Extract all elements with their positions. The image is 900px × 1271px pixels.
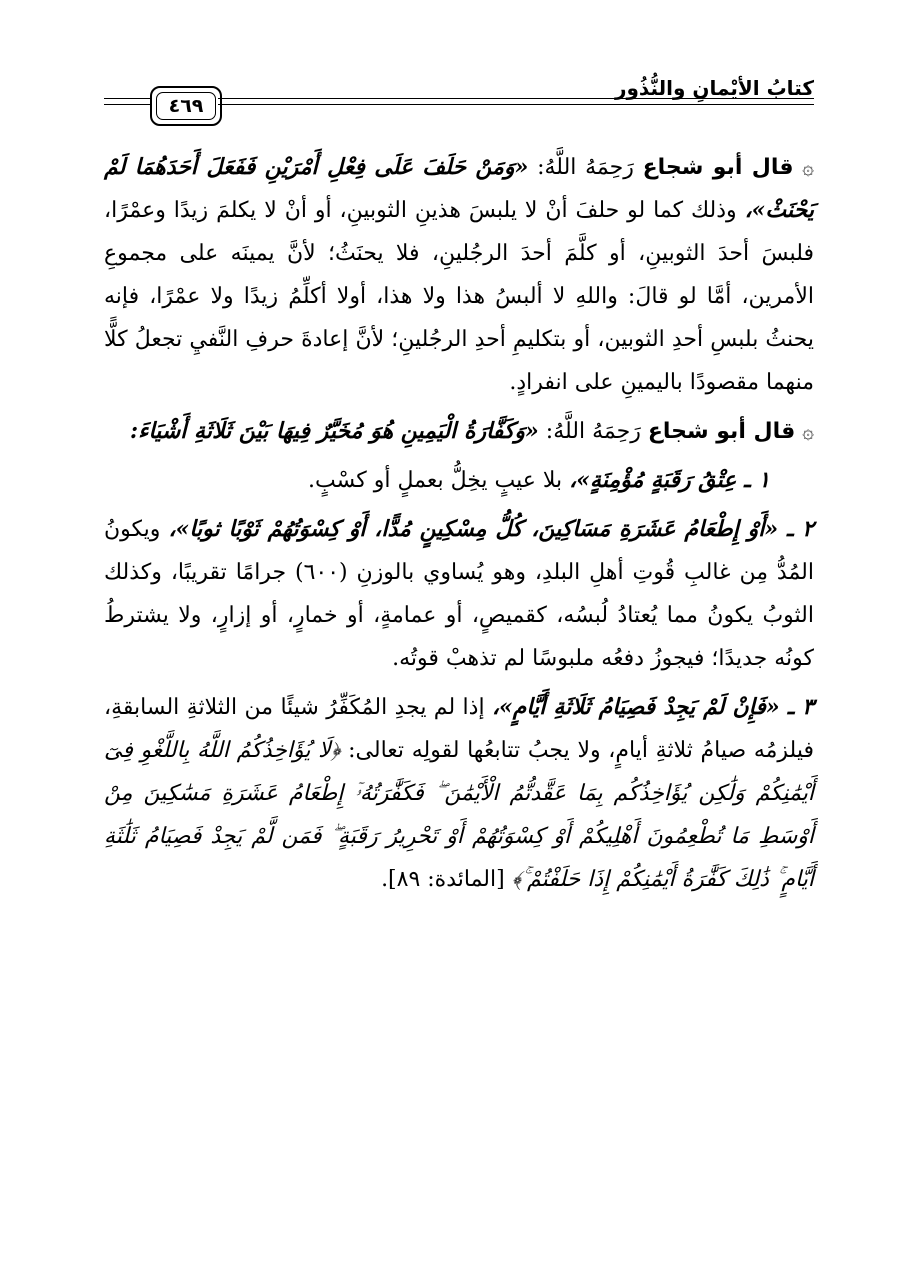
verse-citation: [المائدة: ٨٩]. bbox=[381, 867, 505, 892]
quran-verse: ﴿لَا يُؤَاخِذُكُمُ اللَّهُ بِاللَّغْوِ فِىٓ أَيْمَٰنِكُمْ وَلَٰكِن يُؤَاخِذُكُم بِمَا عَقَّدتُّمُ الْأَيْمَٰنَ ۖ فَكَفَّٰرَتُهُۥٓ إِطْعَامُ عَشَرَةِ مَسَٰكِينَ مِنْ أَوْسَطِ مَا تُطْعِمُونَ أَهْلِيكُمْ أَوْ كِسْوَتُهُمْ أَوْ تَحْرِيرُ رَقَبَةٍ ۖ فَمَن لَّمْ يَجِدْ فَصِيَامُ ثَلَٰثَةِ أَيَّامٍ ۚ ذَٰلِكَ كَفَّٰرَةُ أَيْمَٰنِكُمْ إِذَا حَلَفْتُمْ ۚ﴾ bbox=[104, 738, 814, 892]
speaker: قال أبو شجاع bbox=[647, 419, 796, 444]
header-rule-left bbox=[104, 98, 150, 99]
matn-quote: «وَمَنْ حَلَفَ عَلَى فِعْلِ أَمْرَيْنِ فَفَعَلَ أَحَدَهُمَا لَمْ يَحْنَثْ»، bbox=[104, 154, 814, 223]
commentary: إذا لم يجدِ المُكَفِّرُ شيئًا من الثلاثةِ السابقةِ، فيلزمُه صيامُ ثلاثةِ أيامٍ، ولا يجبُ تتابعُها لقولِه تعالى: bbox=[104, 695, 814, 763]
matn-quote: ٢ ـ «أَوْ إِطْعَامُ عَشَرَةِ مَسَاكِينَ، كُلُّ مِسْكِينٍ مُدًّا، أَوْ كِسْوَتُهُمْ ثَوْبًا ثوبًا»، bbox=[168, 516, 814, 542]
matn-quote: ١ ـ عِتْقُ رَقَبَةٍ مُؤْمِنَةٍ»، bbox=[569, 467, 770, 493]
paragraph-3 bbox=[104, 459, 814, 502]
speaker: قال أبو شجاع bbox=[642, 155, 794, 180]
header-rule-left-lower bbox=[104, 104, 150, 105]
page-number: ٤٦٩ bbox=[156, 92, 216, 120]
commentary: بلا عيبٍ يخِلُّ بعملٍ أو كسْبٍ. bbox=[308, 468, 563, 493]
paragraph-5 bbox=[104, 686, 814, 901]
commentary: وذلك كما لو حلفَ أنْ لا يلبسَ هذينِ الثوبينِ، أو أنْ لا يكلمَ زيدًا وعمْرًا، فلبسَ أحدَ الثوبينِ، أو كلَّمَ أحدَ الرجُلينِ، فلا يحنَثُ؛ لأنَّ يمينَه على مجموعِ الأمرين، أمَّا لو قالَ: واللهِ لا ألبسُ هذا ولا هذا، أولا أكلِّمُ زيدًا ولا عمْرًا، فإنه يحنثُ بلبسِ أحدِ الثوبين، أو بتكليمِ أحدِ الرجُلينِ؛ لأنَّ إعادةَ حرفِ النَّفيِ تجعلُ كلًّا منهما مقصودًا باليمينِ على انفرادٍ. bbox=[104, 198, 814, 395]
matn-quote: ٣ ـ «فَإِنْ لَمْ يَجِدْ فَصِيَامُ ثَلَاثَةِ أَيَّامٍ»، bbox=[491, 694, 814, 720]
paragraph-1 bbox=[104, 146, 814, 404]
flower-ornament-icon: ۞ bbox=[802, 419, 814, 443]
paragraph-2 bbox=[104, 410, 814, 453]
matn-quote: «وَكَفَّارَةُ الْيَمِينِ هُوَ مُخَيَّرٌ فِيهَا بَيْنَ ثَلَاثَةِ أَشْيَاءَ: bbox=[130, 418, 539, 444]
flower-ornament-icon: ۞ bbox=[802, 155, 814, 179]
running-title: كتابُ الأيْمانِ والنُّذُور bbox=[614, 76, 814, 100]
header-rule-right bbox=[218, 98, 814, 99]
main-text bbox=[104, 146, 814, 901]
honorific: رَحِمَهُ اللَّهُ: bbox=[545, 419, 641, 444]
page-number-frame bbox=[150, 86, 222, 126]
header-rule-right-lower bbox=[218, 104, 814, 105]
paragraph-4 bbox=[104, 508, 814, 680]
commentary: ويكونُ المُدُّ مِن غالبِ قُوتِ أهلِ البلدِ، وهو يُساوي بالوزنِ (٦٠٠) جرامًا تقريبًا، وكذلك الثوبُ يكونُ مما يُعتادُ لُبسُه، كقميصٍ، أو عمامةٍ، أو خمارٍ، أو إزارٍ، ولا يشترطُ كونُه جديدًا؛ فيجوزُ دفعُه ملبوسًا لم تذهبْ قوتُه. bbox=[104, 517, 814, 671]
honorific: رَحِمَهُ اللَّهُ: bbox=[537, 155, 634, 180]
